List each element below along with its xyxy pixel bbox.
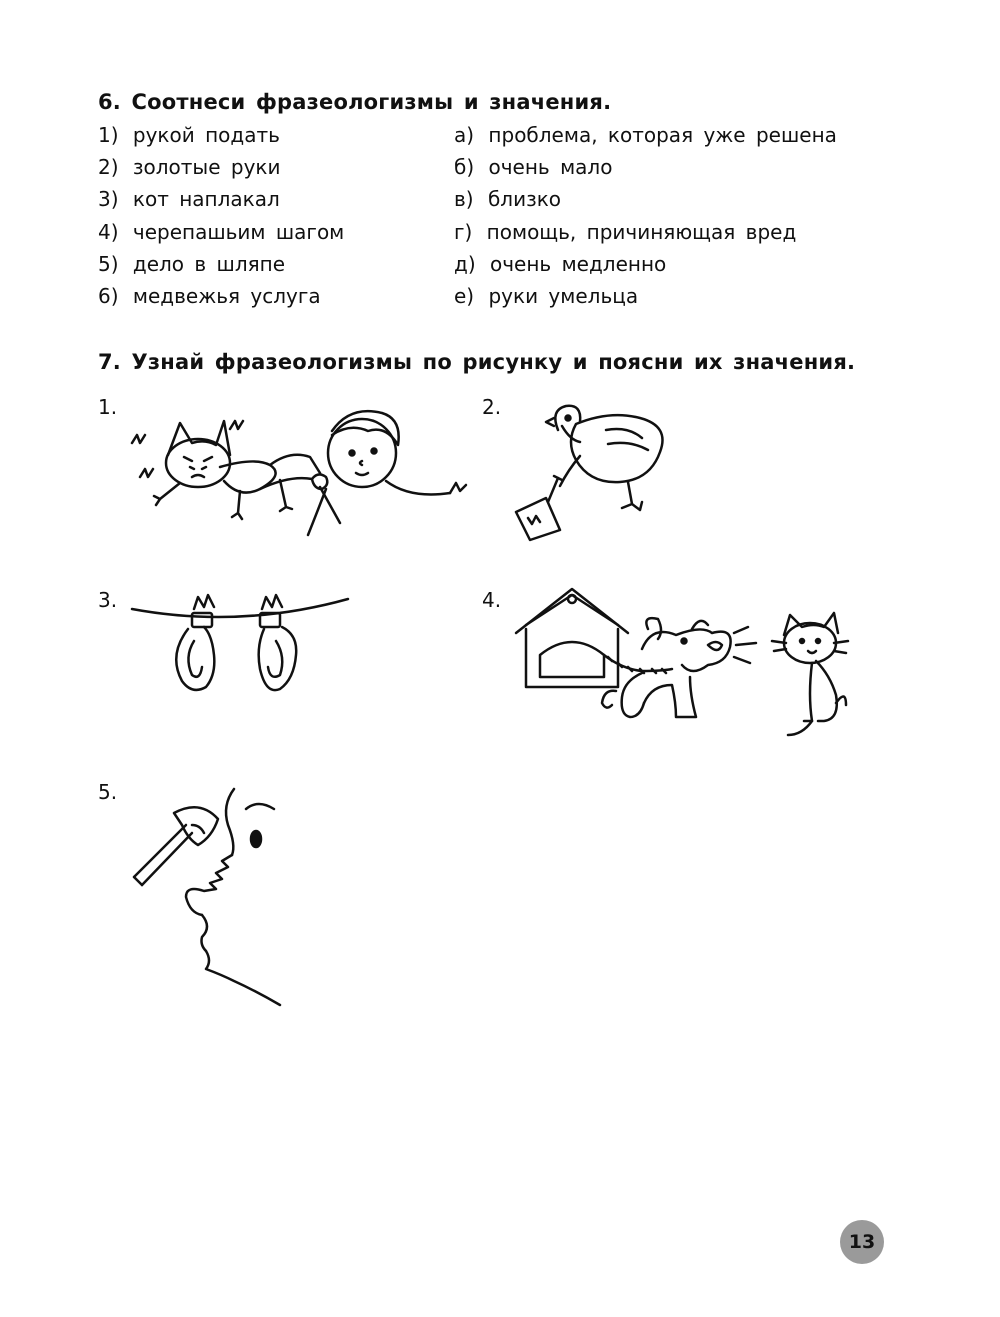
figure-1-number: 1. <box>98 395 118 419</box>
figure-3-number: 3. <box>98 588 118 612</box>
meaning-item: б) очень мало <box>454 155 613 179</box>
meaning-item: е) руки умельца <box>454 284 639 308</box>
phrase-item: 5) дело в шляпе <box>98 252 286 276</box>
chained-dog-barking-at-cat-illustration <box>512 585 892 745</box>
figure-5-number: 5. <box>98 780 118 804</box>
phrase-item: 2) золотые руки <box>98 155 281 179</box>
meaning-item: г) помощь, причиняющая вред <box>454 220 797 244</box>
task7-title: 7. Узнай фразеологизмы по рисунку и поясни их значения. <box>98 350 856 374</box>
figure-2-number: 2. <box>482 395 502 419</box>
ears-hanging-on-clothesline-illustration <box>130 595 355 705</box>
phrase-item: 6) медвежья услуга <box>98 284 321 308</box>
page-number-badge <box>840 1220 884 1264</box>
phrase-item: 3) кот наплакал <box>98 187 280 211</box>
boy-pulling-cat-tail-illustration <box>120 395 465 540</box>
hen-writing-with-pen-illustration <box>510 400 680 545</box>
axe-on-tongue-face-illustration <box>130 785 290 1015</box>
meaning-item: в) близко <box>454 187 562 211</box>
phrase-item: 4) черепашьим шагом <box>98 220 345 244</box>
phrase-item: 1) рукой подать <box>98 123 280 147</box>
figure-4-number: 4. <box>482 588 502 612</box>
task6-title: 6. Соотнеси фразеологизмы и значения. <box>98 90 612 114</box>
meaning-item: а) проблема, которая уже решена <box>454 123 837 147</box>
meaning-item: д) очень медленно <box>454 252 667 276</box>
page-number: 13 <box>848 1231 876 1253</box>
